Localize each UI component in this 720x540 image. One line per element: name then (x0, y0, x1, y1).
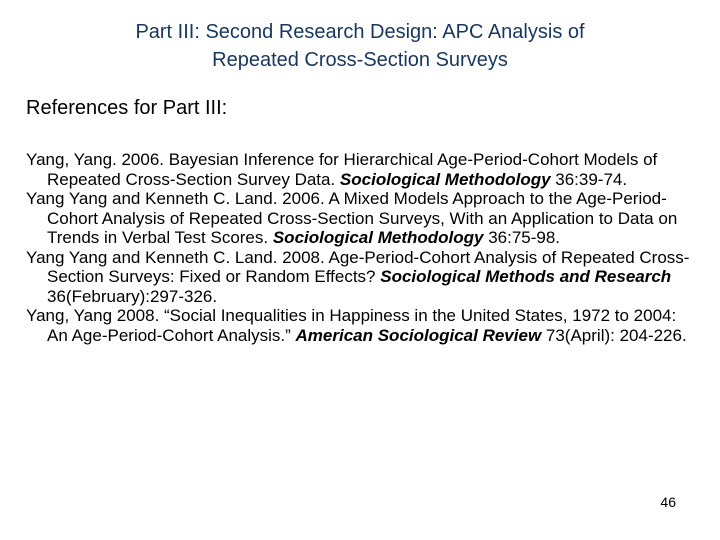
reference-text: Yang Yang and Kenneth C. Land. 2008. Age-Period-Cohort Analysis of Repeated Cross-Section Surveys: Fixed or Random Effects? (26, 247, 690, 286)
reference-text: Yang, Yang. 2006. Bayesian Inference for Hierarchical Age-Period-Cohort Models of Repeated Cross-Section Survey Data. (26, 150, 658, 189)
reference-citation: 73(April): 204-226. (541, 325, 687, 345)
section-heading: References for Part III: (26, 97, 228, 119)
slide-title-line-1: Part III: Second Research Design: APC Analysis of (135, 21, 585, 43)
slide-title (0, 18, 720, 74)
slide-title-line-2: Repeated Cross-Section Surveys (212, 49, 508, 71)
reference-text: Yang, Yang 2008. “Social Inequalities in Happiness in the United States, 1972 to 2004: An Age-Period-Cohort Analysis.” (26, 306, 677, 345)
reference-item (26, 306, 696, 345)
reference-citation: 36:75-98. (483, 228, 561, 247)
reference-journal: American Sociological Review (295, 325, 542, 345)
reference-journal: Sociological Methodology (272, 228, 484, 247)
reference-citation: 36:39-74. (550, 169, 628, 189)
reference-text: Yang Yang and Kenneth C. Land. 2006. A Mixed Models Approach to the Age-Period-Cohort Analysis of Repeated Cross-Section Surveys, With an Application to Data on Trends in Verbal Test Scores. (26, 189, 678, 247)
reference-journal: Sociological Methods and Research (380, 267, 672, 286)
page-number: 46 (660, 494, 676, 510)
reference-journal: Sociological Methodology (339, 169, 551, 189)
reference-citation: 36(February):297-326. (47, 286, 218, 306)
reference-item (26, 150, 696, 189)
reference-item (26, 189, 696, 248)
reference-list (26, 150, 696, 345)
reference-item (26, 248, 696, 307)
